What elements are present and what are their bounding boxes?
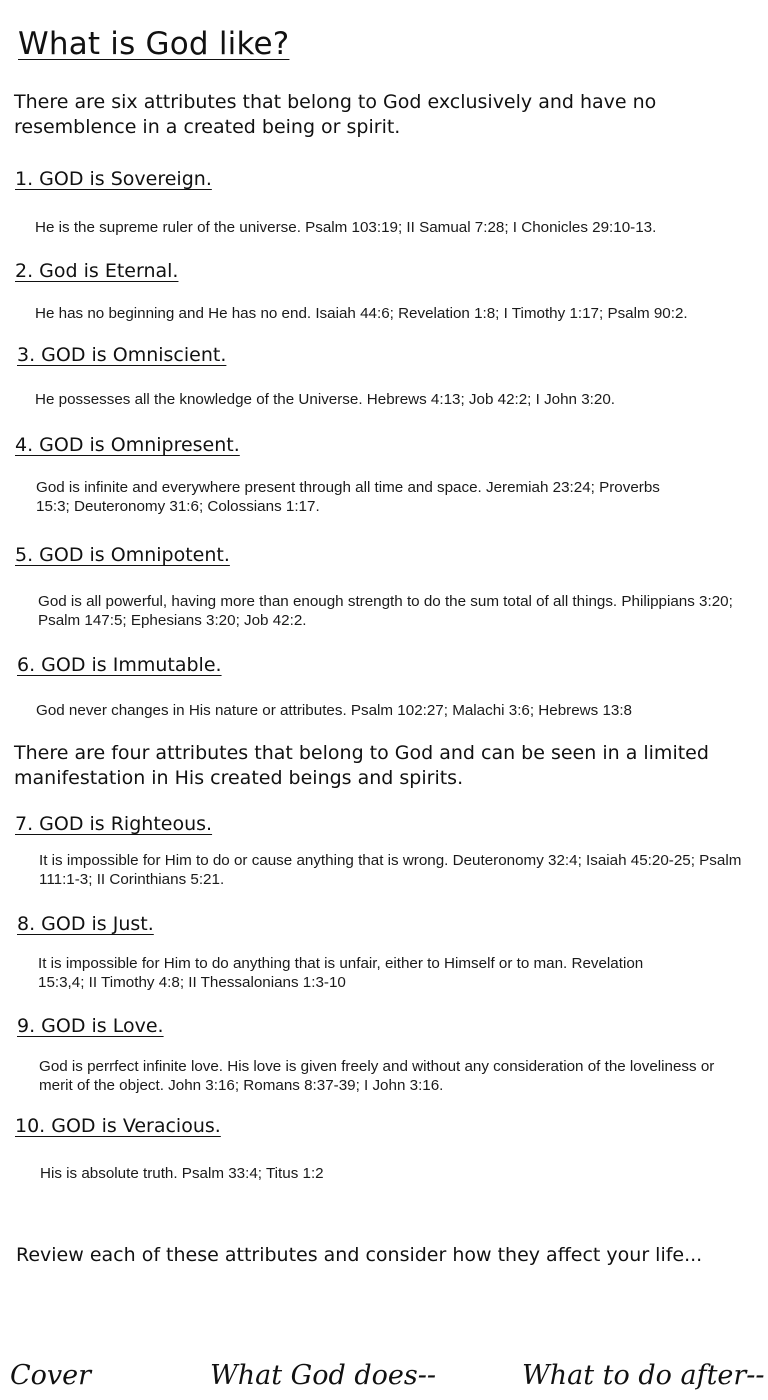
attribute-description-immutable: God never changes in His nature or attributes. Psalm 102:27; Malachi 3:6; Hebrews 13:8 [36, 702, 633, 719]
page-title: What is God like? [18, 26, 290, 62]
attribute-description-omniscient: He possesses all the knowledge of the Universe. Hebrews 4:13; Job 42:2; I John 3:20. [35, 391, 615, 408]
review-prompt: Review each of these attributes and consider how they affect your life... [16, 1244, 703, 1266]
attribute-heading-immutable: 6. GOD is Immutable. [17, 654, 222, 676]
attribute-heading-love: 9. GOD is Love. [17, 1015, 164, 1037]
attribute-heading-sovereign: 1. GOD is Sovereign. [15, 168, 212, 190]
what-to-do-after-link[interactable]: What to do after-- [522, 1360, 765, 1391]
attribute-description-veracious: His is absolute truth. Psalm 33:4; Titus 1:2 [40, 1165, 324, 1182]
attribute-heading-eternal: 2. God is Eternal. [15, 260, 179, 282]
attribute-description-righteous: It is impossible for Him to do or cause anything that is wrong. Deuteronomy 32:4; Isaiah 45:20-25; Psalm 111:1-3; II Corinthians 5:21. [39, 852, 742, 888]
attribute-heading-omniscient: 3. GOD is Omniscient. [17, 344, 227, 366]
attribute-heading-omnipotent: 5. GOD is Omnipotent. [15, 544, 230, 566]
attribute-heading-just: 8. GOD is Just. [17, 913, 154, 935]
attribute-description-omnipresent: God is infinite and everywhere present through all time and space. Jeremiah 23:24; Proverbs 15:3; Deuteronomy 31:6; Colossians 1:17. [36, 479, 660, 515]
what-god-does-link[interactable]: What God does-- [210, 1360, 436, 1391]
cover-link[interactable]: Cover [10, 1360, 92, 1391]
attribute-heading-veracious: 10. GOD is Veracious. [15, 1115, 221, 1137]
attribute-description-eternal: He has no beginning and He has no end. Isaiah 44:6; Revelation 1:8; I Timothy 1:17; Psalm 90:2. [35, 305, 688, 322]
attribute-description-sovereign: He is the supreme ruler of the universe. Psalm 103:19; II Samual 7:28; I Chonicles 29:10-13. [35, 219, 657, 236]
attribute-heading-omnipresent: 4. GOD is Omnipresent. [15, 434, 240, 456]
attribute-description-love: God is perrfect infinite love. His love is given freely and without any consideration of the loveliness or merit of the object. John 3:16; Romans 8:37-39; I John 3:16. [39, 1058, 715, 1094]
attribute-description-just: It is impossible for Him to do anything that is unfair, either to Himself or to man. Revelation 15:3,4; II Timothy 4:8; II Thessalonians 1:3-10 [38, 955, 644, 991]
attribute-heading-righteous: 7. GOD is Righteous. [15, 813, 213, 835]
intro-exclusive-attributes: There are six attributes that belong to God exclusively and have no resemblence in a created being or spirit. [14, 91, 657, 138]
attribute-description-omnipotent: God is all powerful, having more than enough strength to do the sum total of all things. Philippians 3:20; Psalm 147:5; Ephesians 3:20; Job 42:2. [38, 593, 733, 629]
intro-limited-attributes: There are four attributes that belong to God and can be seen in a limited manifestation in His created beings and spirits. [14, 742, 709, 789]
